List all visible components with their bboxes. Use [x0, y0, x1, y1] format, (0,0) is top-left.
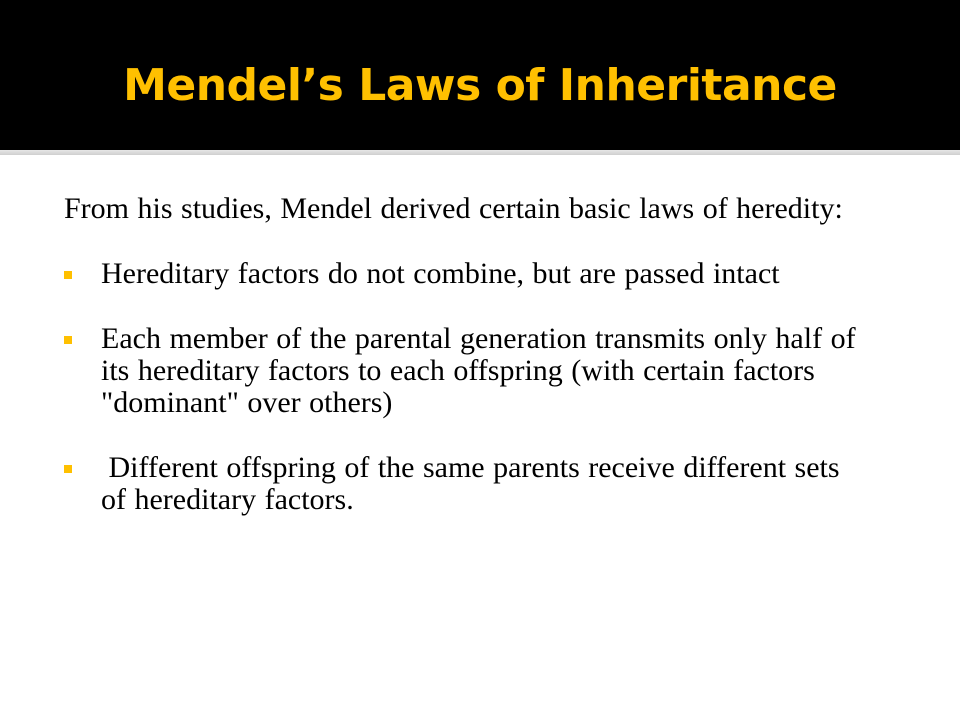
slide-body — [64, 193, 864, 549]
bullet-item — [64, 452, 864, 516]
title-bar — [0, 0, 960, 150]
slide-title: Mendel’s Laws of Inheritance — [123, 60, 837, 111]
bullet-item — [64, 258, 864, 290]
bullet-text: Each member of the parental generation transmits only half of its hereditary factors to each offspring (with certain factors "dominant" over others) — [101, 322, 856, 419]
square-bullet-icon — [64, 336, 72, 344]
square-bullet-icon — [64, 465, 72, 473]
title-divider — [0, 150, 960, 155]
intro-paragraph: From his studies, Mendel derived certain basic laws of heredity: — [64, 192, 843, 225]
square-bullet-icon — [64, 271, 72, 279]
bullet-item — [64, 323, 864, 419]
bullet-text: Hereditary factors do not combine, but are passed intact — [101, 257, 780, 290]
bullet-text: Different offspring of the same parents receive different sets of hereditary factors. — [101, 451, 849, 516]
